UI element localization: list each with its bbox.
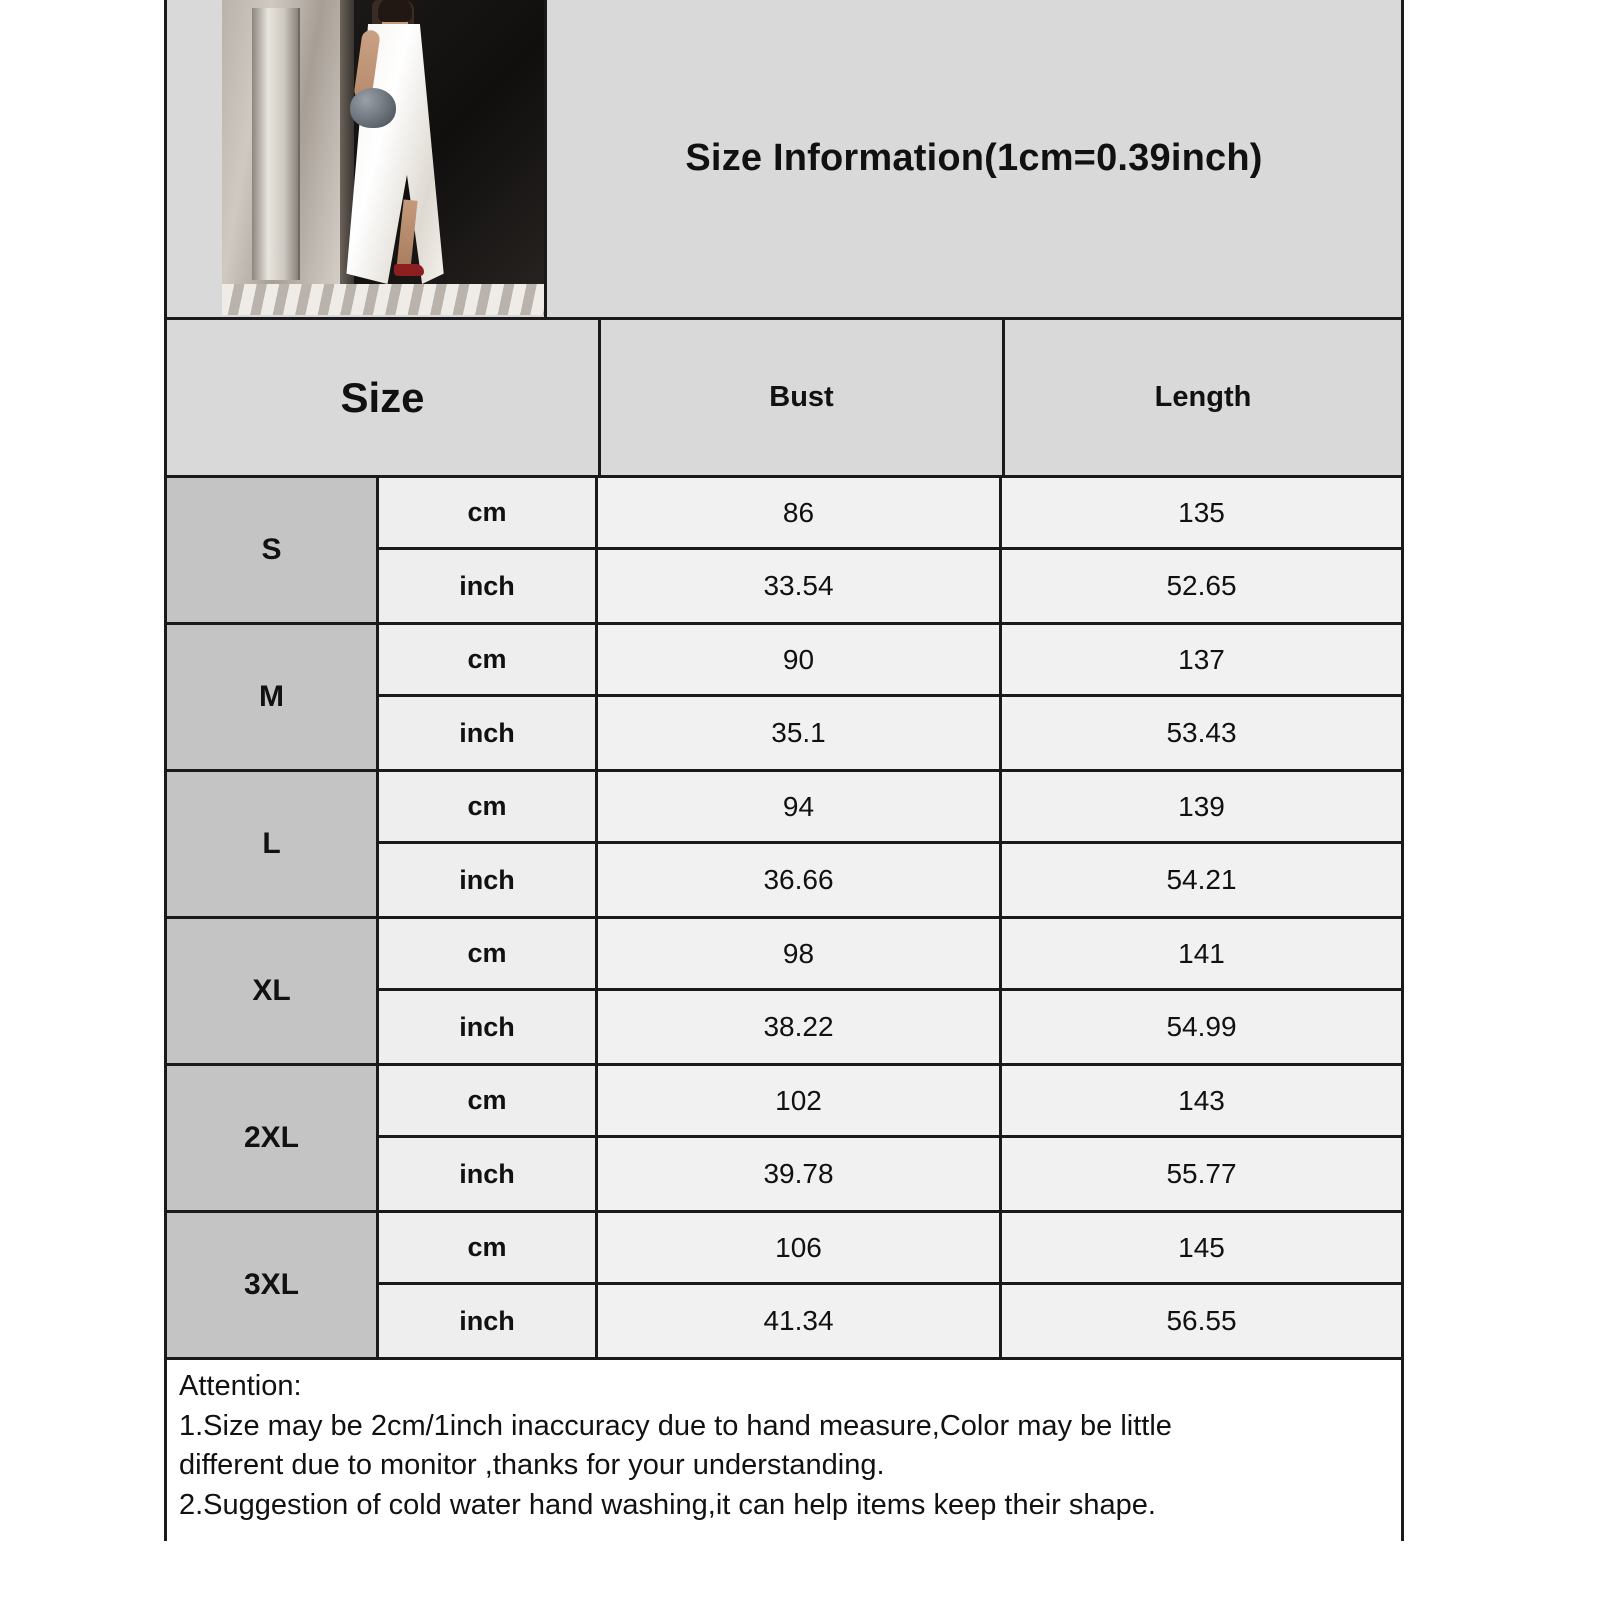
- bust-value: 35.1: [598, 697, 1002, 769]
- photo-model-hair: [378, 0, 412, 22]
- length-value: 53.43: [1002, 697, 1401, 769]
- bust-value: 41.34: [598, 1285, 1002, 1357]
- size-label: XL: [167, 919, 379, 1063]
- length-value: 55.77: [1002, 1138, 1401, 1210]
- unit-label: cm: [379, 772, 598, 841]
- size-label: 2XL: [167, 1066, 379, 1210]
- size-label: M: [167, 625, 379, 769]
- bust-value: 38.22: [598, 991, 1002, 1063]
- unit-row-cm: [379, 772, 1401, 844]
- bust-value: 102: [598, 1066, 1002, 1135]
- bust-value: 86: [598, 478, 1002, 547]
- unit-row-inch: [379, 1138, 1401, 1210]
- length-value: 139: [1002, 772, 1401, 841]
- column-header-length: Length: [1154, 381, 1252, 413]
- size-chart-sheet: [164, 0, 1404, 1541]
- table-row: [167, 772, 1401, 919]
- unit-row-cm: [379, 1066, 1401, 1138]
- size-values: [379, 1213, 1401, 1357]
- attention-line-2: different due to monitor ,thanks for your understanding.: [179, 1449, 885, 1482]
- length-value: 54.21: [1002, 844, 1401, 916]
- bust-value: 39.78: [598, 1138, 1002, 1210]
- column-header-bust: Bust: [601, 320, 1005, 475]
- table-row: [167, 1066, 1401, 1213]
- size-label: S: [167, 478, 379, 622]
- length-value: 54.99: [1002, 991, 1401, 1063]
- bust-value: 90: [598, 625, 1002, 694]
- unit-label: cm: [379, 478, 598, 547]
- attention-line-1: 1.Size may be 2cm/1inch inaccuracy due to hand measure,Color may be little: [179, 1409, 1172, 1442]
- unit-row-cm: [379, 625, 1401, 697]
- size-values: [379, 919, 1401, 1063]
- unit-row-inch: [379, 844, 1401, 916]
- attention-notes: [167, 1360, 1401, 1541]
- unit-label: cm: [379, 1066, 598, 1135]
- size-values: [379, 478, 1401, 622]
- unit-row-cm: [379, 1213, 1401, 1285]
- column-header-size: Size: [167, 320, 601, 475]
- size-values: [379, 772, 1401, 916]
- table-row: [167, 919, 1401, 1066]
- photo-column: [252, 8, 300, 280]
- bust-value: 98: [598, 919, 1002, 988]
- bust-value: 94: [598, 772, 1002, 841]
- unit-label: inch: [379, 1138, 598, 1210]
- page-title: Size Information(1cm=0.39inch): [685, 137, 1263, 179]
- unit-label: inch: [379, 697, 598, 769]
- unit-row-cm: [379, 478, 1401, 550]
- unit-label: cm: [379, 625, 598, 694]
- length-value: 52.65: [1002, 550, 1401, 622]
- table-row: [167, 625, 1401, 772]
- length-value: 56.55: [1002, 1285, 1401, 1357]
- attention-line-3: 2.Suggestion of cold water hand washing,it can help items keep their shape.: [179, 1489, 1156, 1522]
- size-values: [379, 625, 1401, 769]
- bust-value: 33.54: [598, 550, 1002, 622]
- photo-clutch-bag: [350, 88, 396, 128]
- unit-label: inch: [379, 1285, 598, 1357]
- unit-row-inch: [379, 991, 1401, 1063]
- unit-label: cm: [379, 1213, 598, 1282]
- length-value: 145: [1002, 1213, 1401, 1282]
- chart-header-row: [167, 0, 1401, 320]
- photo-striped-pavement: [222, 284, 547, 315]
- bust-value: 36.66: [598, 844, 1002, 916]
- size-values: [379, 1066, 1401, 1210]
- length-value: 137: [1002, 625, 1401, 694]
- length-value: 135: [1002, 478, 1401, 547]
- length-value: 141: [1002, 919, 1401, 988]
- unit-row-inch: [379, 1285, 1401, 1357]
- table-row: [167, 478, 1401, 625]
- unit-label: inch: [379, 991, 598, 1063]
- table-column-headers: [167, 320, 1401, 478]
- attention-heading: Attention:: [179, 1370, 302, 1402]
- unit-label: inch: [379, 844, 598, 916]
- length-value: 143: [1002, 1066, 1401, 1135]
- product-photo-cell: [167, 0, 547, 317]
- size-label: L: [167, 772, 379, 916]
- unit-row-cm: [379, 919, 1401, 991]
- photo-model-shoe: [394, 264, 424, 276]
- unit-label: inch: [379, 550, 598, 622]
- table-row: [167, 1213, 1401, 1360]
- size-label: 3XL: [167, 1213, 379, 1357]
- bust-value: 106: [598, 1213, 1002, 1282]
- product-photo: [222, 0, 547, 315]
- title-cell: [547, 0, 1401, 317]
- unit-row-inch: [379, 697, 1401, 769]
- unit-row-inch: [379, 550, 1401, 622]
- unit-label: cm: [379, 919, 598, 988]
